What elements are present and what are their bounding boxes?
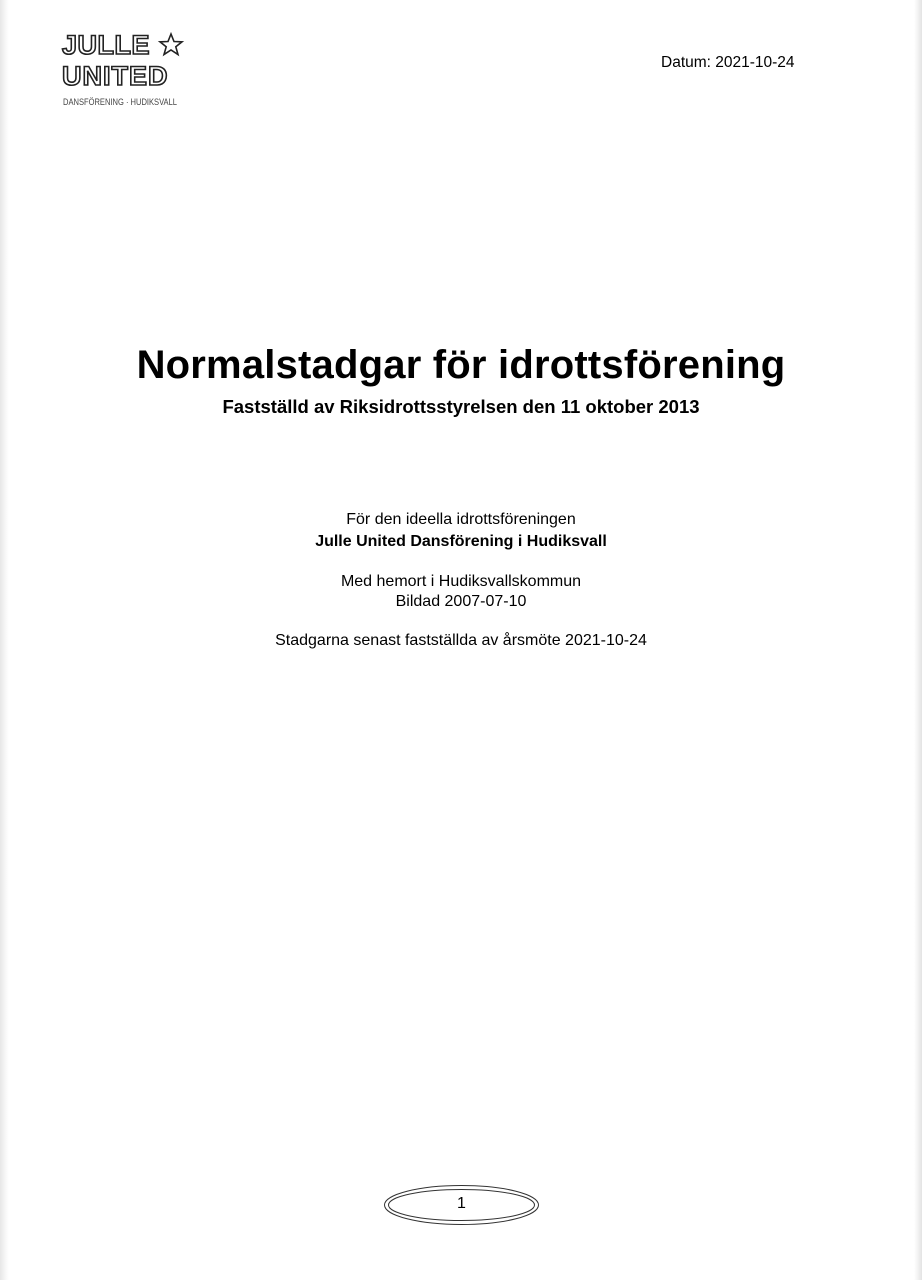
founded-date: Bildad 2007-07-10 (395, 593, 527, 610)
page-number-badge (383, 1184, 540, 1226)
logo-line-2: UNITED (62, 61, 169, 91)
document-date: Datum: 2021-10-24 (661, 54, 795, 71)
logo-tagline: DANSFÖRENING · HUDIKSVALL (63, 97, 177, 108)
star-icon (160, 34, 182, 55)
club-name: Julle United Dansförening i Hudiksvall (315, 533, 607, 550)
hometown: Med hemort i Hudiksvallskommun (340, 573, 582, 590)
logo-line-1: JULLE (62, 30, 151, 60)
association-intro: För den ideella idrottsföreningen (346, 511, 576, 528)
adoption-note: Stadgarna senast fastställda av årsmöte 2021-10-24 (275, 632, 647, 649)
document-subtitle: Fastställd av Riksidrottsstyrelsen den 11 oktober 2013 (222, 396, 700, 417)
julle-united-logo (60, 30, 184, 110)
page-number: 1 (457, 1195, 466, 1212)
document-title: Normalstadgar för idrottsförening (136, 343, 786, 387)
